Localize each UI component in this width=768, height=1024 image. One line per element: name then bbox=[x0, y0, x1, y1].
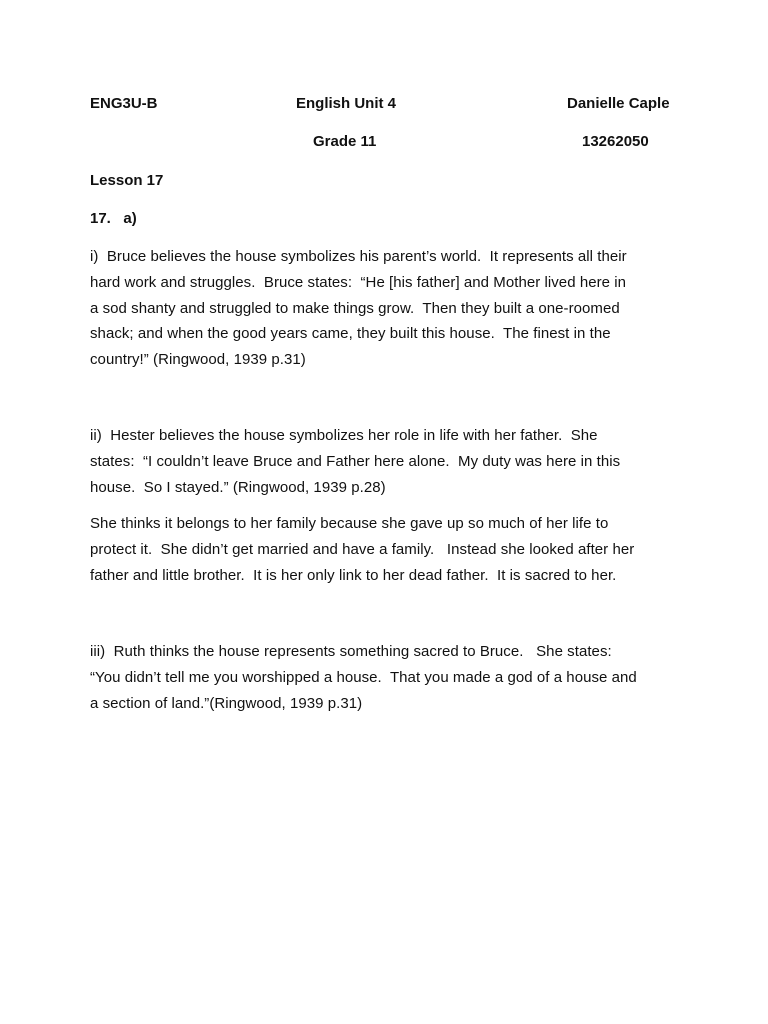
paragraph-line: states: “I couldn’t leave Bruce and Father here alone. My duty was here in this bbox=[90, 453, 621, 470]
paragraph-line: shack; and when the good years came, they built this house. The finest in the bbox=[90, 325, 611, 342]
unit-title: English Unit 4 bbox=[296, 95, 397, 112]
course-code: ENG3U-B bbox=[90, 95, 158, 112]
paragraph-line: She thinks it belongs to her family because she gave up so much of her life to bbox=[90, 515, 609, 532]
paragraph-line: i) Bruce believes the house symbolizes his parent’s world. It represents all their bbox=[90, 248, 627, 265]
student-name: Danielle Caple bbox=[567, 95, 670, 112]
paragraph-line: a section of land.”(Ringwood, 1939 p.31) bbox=[90, 695, 363, 712]
paragraph-line: “You didn’t tell me you worshipped a house. That you made a god of a house and bbox=[90, 669, 637, 686]
grade-label: Grade 11 bbox=[313, 133, 377, 150]
paragraph-line: protect it. She didn’t get married and have a family. Instead she looked after her bbox=[90, 541, 635, 558]
lesson-heading: Lesson 17 bbox=[90, 172, 164, 189]
question-number: 17. a) bbox=[90, 210, 137, 227]
paragraph-line: ii) Hester believes the house symbolizes her role in life with her father. She bbox=[90, 427, 598, 444]
paragraph-line: hard work and struggles. Bruce states: “He [his father] and Mother lived here in bbox=[90, 274, 627, 291]
paragraph-line: house. So I stayed.” (Ringwood, 1939 p.28) bbox=[90, 479, 386, 496]
paragraph-line: a sod shanty and struggled to make things grow. Then they built a one-roomed bbox=[90, 300, 620, 317]
paragraph-line: country!” (Ringwood, 1939 p.31) bbox=[90, 351, 306, 368]
paragraph-line: iii) Ruth thinks the house represents something sacred to Bruce. She states: bbox=[90, 643, 612, 660]
student-number: 13262050 bbox=[582, 133, 649, 150]
paragraph-line: father and little brother. It is her only link to her dead father. It is sacred to her. bbox=[90, 567, 617, 584]
